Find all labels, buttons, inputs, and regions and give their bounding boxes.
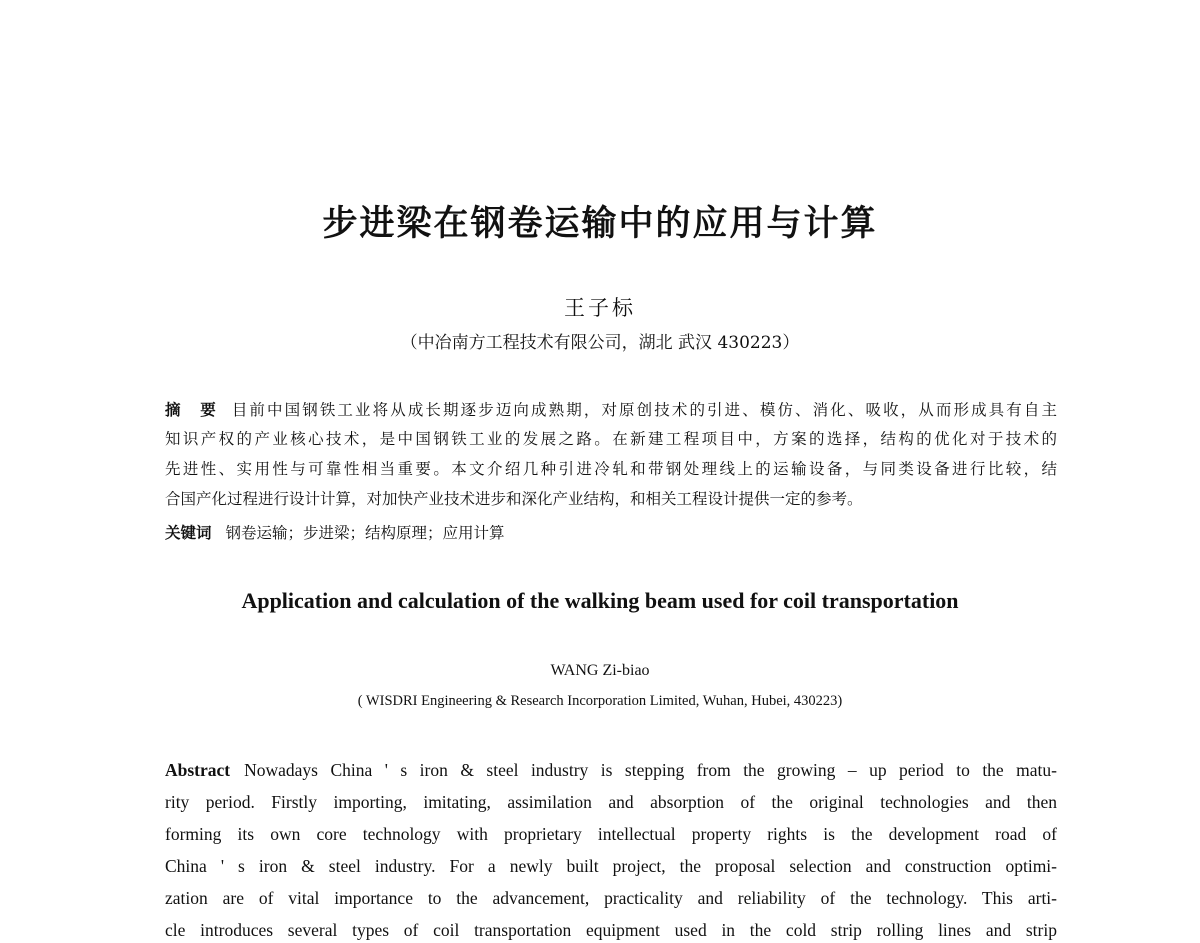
abstract-en-line: cle introduces several types of coil transportation equipment used in the cold strip rolling lines and strip	[165, 920, 1057, 940]
keywords-cn-label: 关键词	[165, 524, 212, 542]
paper-title-en: Application and calculation of the walking beam used for coil transportation	[241, 588, 959, 613]
abstract-en-line: forming its own core technology with proprietary intellectual property rights is the development road of	[165, 824, 1057, 844]
abstract-en-line: zation are of vital importance to the advancement, practicality and reliability of the technology. This arti-	[165, 888, 1057, 908]
author-cn: 王子标	[564, 296, 636, 320]
abstract-en-label: Abstract	[165, 760, 231, 780]
abstract-en-line: rity period. Firstly importing, imitating, assimilation and absorption of the original technologies and then	[165, 792, 1057, 812]
keywords-cn-text: 钢卷运输；步进梁；结构原理；应用计算	[225, 524, 505, 542]
author-en: WANG Zi-biao	[550, 662, 650, 679]
abstract-cn-line: 先进性、实用性与可靠性相当重要。本文介绍几种引进冷轧和带钢处理线上的运输设备，与同类设备进行比较，结	[165, 460, 1057, 478]
abstract-cn-line: 知识产权的产业核心技术，是中国钢铁工业的发展之路。在新建工程项目中，方案的选择，结构的优化对于技术的	[165, 430, 1057, 448]
abstract-en-line: China ' s iron & steel industry. For a newly built project, the proposal selection and construction optimi-	[165, 856, 1057, 876]
abstract-cn-line: 合国产化过程进行设计计算，对加快产业技术进步和深化产业结构，和相关工程设计提供一定的参考。	[165, 490, 863, 508]
abstract-cn-line: 摘 要 目前中国钢铁工业将从成长期逐步迈向成熟期，对原创技术的引进、模仿、消化、吸收，从而形成具有自主	[165, 401, 1057, 419]
affiliation-en: ( WISDRI Engineering & Research Incorporation Limited, Wuhan, Hubei, 430223)	[357, 693, 843, 709]
abstract-cn-label: 摘 要	[165, 401, 218, 419]
paper-title-cn: 步进梁在钢卷运输中的应用与计算	[322, 204, 878, 244]
affiliation-cn: （中冶南方工程技术有限公司，湖北 武汉 430223）	[400, 333, 800, 353]
abstract-en-line: Abstract Nowadays China ' s iron & steel industry is stepping from the growing – up period to the matu-	[165, 760, 1057, 780]
keywords-cn	[165, 521, 1057, 543]
